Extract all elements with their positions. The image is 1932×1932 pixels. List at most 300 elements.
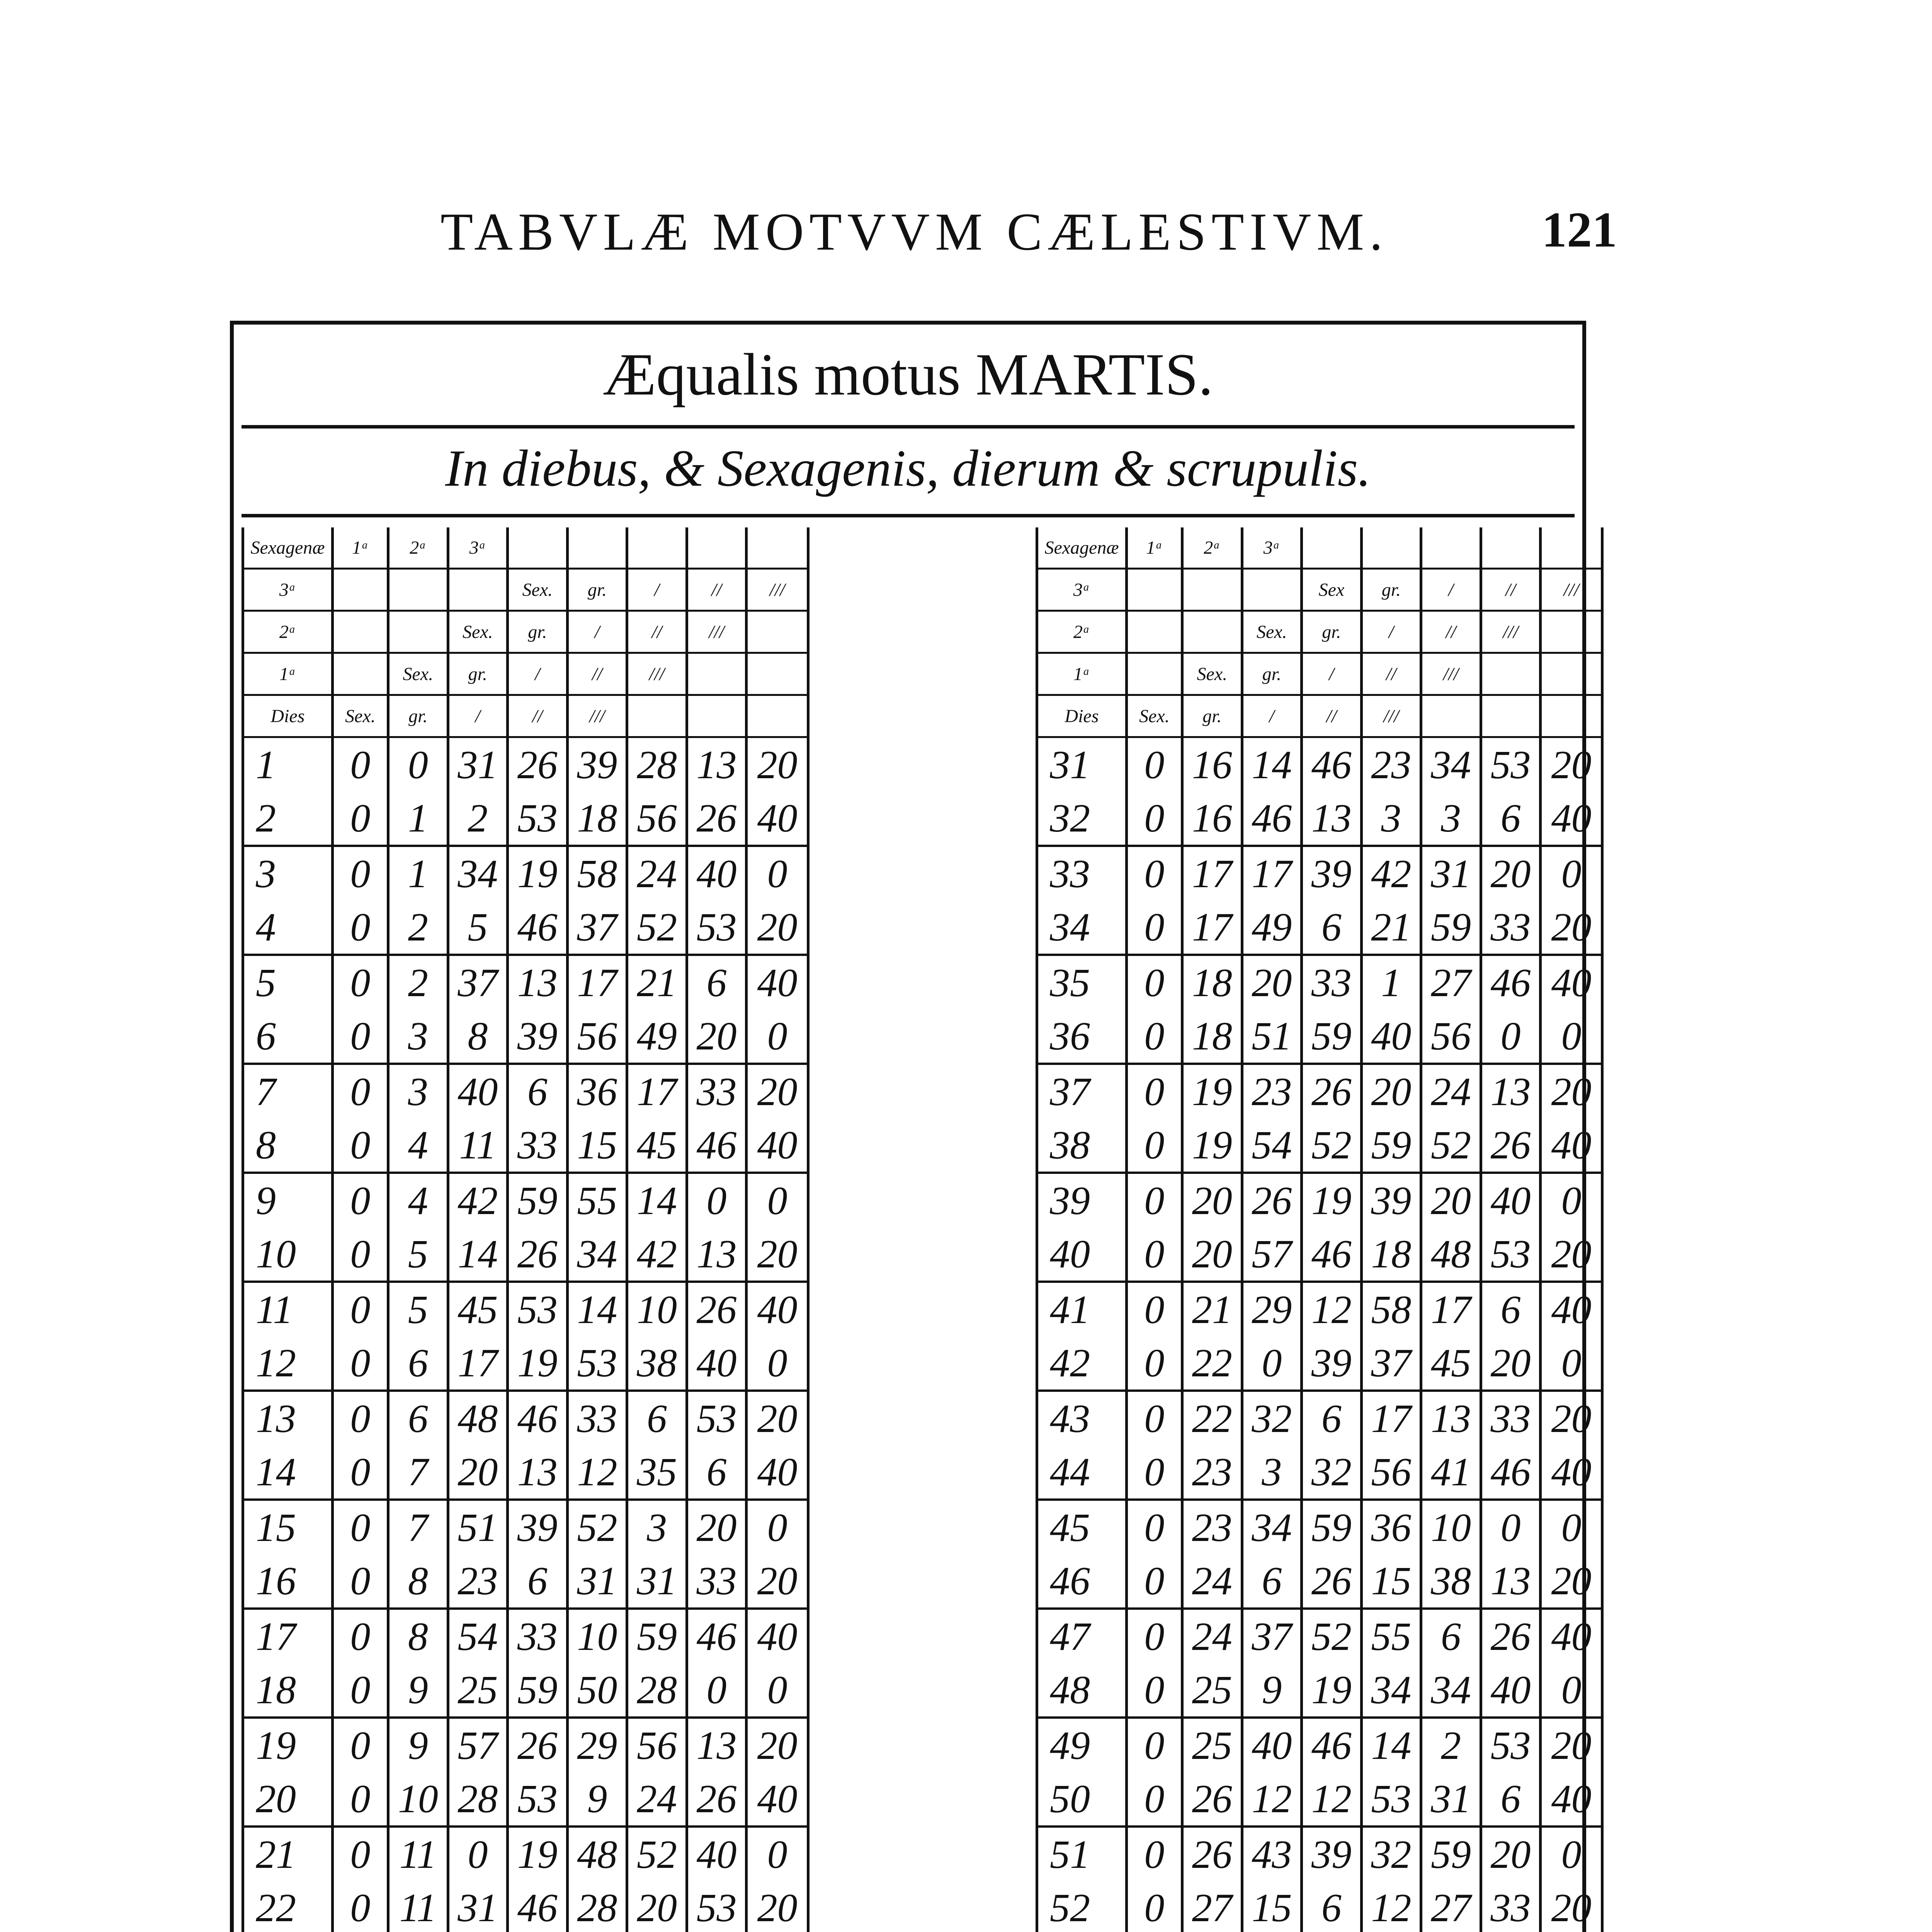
value-cell: 53 (687, 1881, 747, 1932)
value-cell: 40 (1541, 1445, 1602, 1500)
value-cell: 16 (1182, 791, 1242, 846)
value-cell: 33 (1481, 900, 1541, 955)
header-cell: 2ᵃ (388, 527, 448, 569)
header-cell (448, 569, 508, 611)
value-cell: 23 (1182, 1500, 1242, 1554)
value-cell: 46 (508, 1881, 568, 1932)
value-cell: 36 (1361, 1500, 1421, 1554)
value-cell: 53 (1481, 737, 1541, 792)
table-row (1037, 1064, 1602, 1118)
table-row (243, 900, 808, 955)
day-cell: 12 (243, 1336, 333, 1391)
value-cell: 3 (1361, 791, 1421, 846)
header-cell (1481, 653, 1541, 695)
table-frame (230, 321, 1592, 1932)
header-cell (1421, 527, 1481, 569)
table-row (1037, 1009, 1602, 1064)
value-cell: 20 (1361, 1064, 1421, 1118)
header-cell: gr. (508, 611, 568, 653)
header-cell (1541, 611, 1602, 653)
value-cell: 3 (388, 1064, 448, 1118)
value-cell: 33 (1302, 955, 1362, 1009)
value-cell: 19 (508, 1336, 568, 1391)
value-cell: 7 (388, 1500, 448, 1554)
header-cell: /// (1361, 695, 1421, 737)
right-grid (1036, 527, 1604, 1932)
value-cell: 55 (1361, 1609, 1421, 1663)
value-cell: 27 (1421, 1881, 1481, 1932)
value-cell: 20 (1421, 1173, 1481, 1227)
header-cell: 2ᵃ (1037, 611, 1127, 653)
header-cell: Sex. (1182, 653, 1242, 695)
header-cell: // (508, 695, 568, 737)
value-cell: 37 (448, 955, 508, 1009)
value-cell: 52 (627, 1827, 687, 1881)
table-row (243, 1772, 808, 1827)
table-row (243, 846, 808, 900)
value-cell: 59 (1421, 1827, 1481, 1881)
value-cell: 46 (1302, 1718, 1362, 1772)
header-cell: /// (1421, 653, 1481, 695)
value-cell: 0 (1126, 1500, 1182, 1554)
value-cell: 0 (747, 846, 808, 900)
value-cell: 0 (332, 1554, 388, 1609)
value-cell: 13 (687, 737, 747, 792)
header-row (1037, 569, 1602, 611)
header-cell (1541, 653, 1602, 695)
header-cell: Sexagenæ (1037, 527, 1127, 569)
header-cell (508, 527, 568, 569)
value-cell: 58 (1361, 1282, 1421, 1336)
value-cell: 17 (567, 955, 627, 1009)
value-cell: 0 (332, 1336, 388, 1391)
day-cell: 39 (1037, 1173, 1127, 1227)
value-cell: 11 (388, 1881, 448, 1932)
value-cell: 0 (1126, 1718, 1182, 1772)
value-cell: 0 (1126, 1881, 1182, 1932)
value-cell: 26 (687, 1282, 747, 1336)
value-cell: 2 (1421, 1718, 1481, 1772)
value-cell: 15 (1361, 1554, 1421, 1609)
value-cell: 3 (1421, 791, 1481, 846)
value-cell: 20 (1481, 846, 1541, 900)
header-cell: Sex. (508, 569, 568, 611)
header-cell (332, 611, 388, 653)
table-row (243, 1500, 808, 1554)
value-cell: 31 (627, 1554, 687, 1609)
value-cell: 40 (1541, 955, 1602, 1009)
header-cell: // (567, 653, 627, 695)
value-cell: 0 (687, 1173, 747, 1227)
day-cell: 50 (1037, 1772, 1127, 1827)
value-cell: 14 (627, 1173, 687, 1227)
table-row (243, 1282, 808, 1336)
value-cell: 56 (627, 1718, 687, 1772)
value-cell: 59 (627, 1609, 687, 1663)
header-cell (1302, 527, 1362, 569)
value-cell: 23 (1182, 1445, 1242, 1500)
value-cell: 0 (332, 737, 388, 792)
value-cell: 5 (388, 1227, 448, 1282)
value-cell: 37 (567, 900, 627, 955)
value-cell: 27 (1182, 1881, 1242, 1932)
value-cell: 8 (388, 1554, 448, 1609)
value-cell: 3 (627, 1500, 687, 1554)
value-cell: 24 (1182, 1554, 1242, 1609)
value-cell: 34 (567, 1227, 627, 1282)
value-cell: 31 (1421, 1772, 1481, 1827)
value-cell: 40 (1541, 1609, 1602, 1663)
value-cell: 20 (1182, 1227, 1242, 1282)
value-cell: 13 (1421, 1391, 1481, 1445)
value-cell: 40 (747, 1772, 808, 1827)
day-cell: 21 (243, 1827, 333, 1881)
value-cell: 46 (1481, 1445, 1541, 1500)
table-row (243, 791, 808, 846)
value-cell: 0 (1126, 1064, 1182, 1118)
value-cell: 20 (687, 1500, 747, 1554)
header-cell: Sex. (448, 611, 508, 653)
page-number: 121 (1542, 202, 1617, 258)
value-cell: 33 (687, 1554, 747, 1609)
header-row (243, 653, 808, 695)
day-cell: 34 (1037, 900, 1127, 955)
day-cell: 5 (243, 955, 333, 1009)
value-cell: 40 (687, 1336, 747, 1391)
value-cell: 20 (747, 1391, 808, 1445)
value-cell: 40 (747, 955, 808, 1009)
value-cell: 39 (1302, 1336, 1362, 1391)
value-cell: 0 (332, 1445, 388, 1500)
value-cell: 33 (1481, 1391, 1541, 1445)
value-cell: 10 (1421, 1500, 1481, 1554)
header-cell: /// (1541, 569, 1602, 611)
header-row (243, 611, 808, 653)
value-cell: 41 (1421, 1445, 1481, 1500)
header-cell: 3ᵃ (448, 527, 508, 569)
table-row (1037, 1118, 1602, 1173)
value-cell: 17 (1361, 1391, 1421, 1445)
value-cell: 0 (1126, 1391, 1182, 1445)
value-cell: 2 (388, 955, 448, 1009)
value-cell: 18 (1361, 1227, 1421, 1282)
table-row (243, 1391, 808, 1445)
header-row (1037, 527, 1602, 569)
value-cell: 11 (388, 1827, 448, 1881)
value-cell: 12 (1302, 1772, 1362, 1827)
value-cell: 0 (1541, 1173, 1602, 1227)
value-cell: 1 (388, 791, 448, 846)
value-cell: 45 (448, 1282, 508, 1336)
table-row (1037, 1554, 1602, 1609)
value-cell: 53 (508, 791, 568, 846)
header-cell (332, 569, 388, 611)
value-cell: 21 (627, 955, 687, 1009)
value-cell: 15 (567, 1118, 627, 1173)
header-cell: 1ᵃ (1037, 653, 1127, 695)
value-cell: 0 (1541, 1336, 1602, 1391)
value-cell: 0 (747, 1663, 808, 1718)
header-cell: /// (1481, 611, 1541, 653)
value-cell: 59 (1361, 1118, 1421, 1173)
value-cell: 17 (627, 1064, 687, 1118)
value-cell: 0 (332, 1118, 388, 1173)
header-row (1037, 695, 1602, 737)
value-cell: 54 (1242, 1118, 1302, 1173)
header-cell: 2ᵃ (1182, 527, 1242, 569)
header-cell: /// (687, 611, 747, 653)
value-cell: 18 (1182, 1009, 1242, 1064)
value-cell: 28 (567, 1881, 627, 1932)
table-row (1037, 1772, 1602, 1827)
value-cell: 40 (1541, 1772, 1602, 1827)
value-cell: 18 (567, 791, 627, 846)
day-cell: 6 (243, 1009, 333, 1064)
value-cell: 28 (627, 737, 687, 792)
header-cell (627, 527, 687, 569)
value-cell: 39 (508, 1500, 568, 1554)
value-cell: 19 (508, 1827, 568, 1881)
value-cell: 20 (1541, 1064, 1602, 1118)
value-cell: 11 (448, 1118, 508, 1173)
header-cell: / (1361, 611, 1421, 653)
header-cell: gr. (1182, 695, 1242, 737)
value-cell: 45 (1421, 1336, 1481, 1391)
table-row (1037, 737, 1602, 792)
header-cell: // (1302, 695, 1362, 737)
header-cell (1361, 527, 1421, 569)
value-cell: 59 (508, 1173, 568, 1227)
value-cell: 40 (1481, 1663, 1541, 1718)
header-cell (747, 695, 808, 737)
value-cell: 7 (388, 1445, 448, 1500)
day-cell: 45 (1037, 1500, 1127, 1554)
value-cell: 53 (1481, 1227, 1541, 1282)
header-cell: 3ᵃ (243, 569, 333, 611)
value-cell: 46 (687, 1609, 747, 1663)
table-row (1037, 1718, 1602, 1772)
value-cell: 40 (747, 791, 808, 846)
value-cell: 2 (388, 900, 448, 955)
header-row (243, 695, 808, 737)
value-cell: 59 (1302, 1009, 1362, 1064)
value-cell: 31 (1421, 846, 1481, 900)
value-cell: 6 (508, 1554, 568, 1609)
value-cell: 0 (1126, 1663, 1182, 1718)
value-cell: 6 (687, 955, 747, 1009)
value-cell: 0 (1126, 1282, 1182, 1336)
value-cell: 23 (1361, 737, 1421, 792)
value-cell: 26 (1182, 1827, 1242, 1881)
value-cell: 0 (332, 1173, 388, 1227)
header-cell: 1ᵃ (1126, 527, 1182, 569)
value-cell: 6 (1421, 1609, 1481, 1663)
value-cell: 17 (1182, 900, 1242, 955)
value-cell: 34 (1242, 1500, 1302, 1554)
day-cell: 22 (243, 1881, 333, 1932)
header-cell (1481, 527, 1541, 569)
value-cell: 46 (1242, 791, 1302, 846)
value-cell: 3 (1242, 1445, 1302, 1500)
table-row (1037, 900, 1602, 955)
value-cell: 0 (1126, 846, 1182, 900)
table-row (1037, 1663, 1602, 1718)
value-cell: 59 (1421, 900, 1481, 955)
header-cell: // (1361, 653, 1421, 695)
value-cell: 52 (627, 900, 687, 955)
value-cell: 34 (448, 846, 508, 900)
table-row (1037, 791, 1602, 846)
header-cell (687, 527, 747, 569)
value-cell: 56 (1361, 1445, 1421, 1500)
header-cell: /// (747, 569, 808, 611)
value-cell: 0 (1126, 1445, 1182, 1500)
value-cell: 39 (508, 1009, 568, 1064)
value-cell: 42 (448, 1173, 508, 1227)
value-cell: 52 (1421, 1118, 1481, 1173)
value-cell: 20 (627, 1881, 687, 1932)
value-cell: 13 (687, 1718, 747, 1772)
day-cell: 31 (1037, 737, 1127, 792)
value-cell: 48 (448, 1391, 508, 1445)
day-cell: 2 (243, 791, 333, 846)
value-cell: 0 (332, 1064, 388, 1118)
day-cell: 42 (1037, 1336, 1127, 1391)
value-cell: 15 (1242, 1881, 1302, 1932)
header-cell (747, 527, 808, 569)
table-row (243, 955, 808, 1009)
value-cell: 54 (448, 1609, 508, 1663)
table-row (1037, 1282, 1602, 1336)
header-cell: // (687, 569, 747, 611)
value-cell: 1 (388, 846, 448, 900)
value-cell: 19 (1302, 1663, 1362, 1718)
header-cell: / (567, 611, 627, 653)
value-cell: 25 (448, 1663, 508, 1718)
header-cell (1126, 569, 1182, 611)
value-cell: 6 (1302, 900, 1362, 955)
value-cell: 53 (1361, 1772, 1421, 1827)
value-cell: 31 (448, 1881, 508, 1932)
value-cell: 40 (747, 1609, 808, 1663)
value-cell: 39 (1361, 1173, 1421, 1227)
header-cell: gr. (448, 653, 508, 695)
value-cell: 20 (747, 1554, 808, 1609)
day-cell: 14 (243, 1445, 333, 1500)
value-cell: 20 (1541, 1881, 1602, 1932)
value-cell: 29 (1242, 1282, 1302, 1336)
value-cell: 13 (1302, 791, 1362, 846)
value-cell: 26 (1481, 1609, 1541, 1663)
value-cell: 40 (1242, 1718, 1302, 1772)
value-cell: 23 (1242, 1064, 1302, 1118)
value-cell: 32 (1302, 1445, 1362, 1500)
value-cell: 33 (508, 1118, 568, 1173)
value-cell: 6 (508, 1064, 568, 1118)
header-cell: gr. (1361, 569, 1421, 611)
header-cell: / (448, 695, 508, 737)
day-cell: 37 (1037, 1064, 1127, 1118)
value-cell: 26 (1242, 1173, 1302, 1227)
value-cell: 33 (567, 1391, 627, 1445)
header-cell (332, 653, 388, 695)
header-cell (1182, 569, 1242, 611)
value-cell: 43 (1242, 1827, 1302, 1881)
value-cell: 46 (508, 1391, 568, 1445)
header-cell: Sex. (388, 653, 448, 695)
value-cell: 0 (332, 1009, 388, 1064)
header-cell (747, 611, 808, 653)
value-cell: 48 (567, 1827, 627, 1881)
day-cell: 44 (1037, 1445, 1127, 1500)
running-head (0, 201, 1932, 267)
value-cell: 26 (508, 737, 568, 792)
value-cell: 19 (1182, 1118, 1242, 1173)
value-cell: 24 (1182, 1609, 1242, 1663)
value-cell: 6 (1481, 1772, 1541, 1827)
header-row (1037, 653, 1602, 695)
table-row (243, 1827, 808, 1881)
value-cell: 49 (1242, 900, 1302, 955)
header-cell (1126, 611, 1182, 653)
value-cell: 19 (508, 846, 568, 900)
value-cell: 0 (332, 1827, 388, 1881)
value-cell: 14 (1361, 1718, 1421, 1772)
value-cell: 34 (1361, 1663, 1421, 1718)
table-row (1037, 1445, 1602, 1500)
value-cell: 40 (1541, 791, 1602, 846)
value-cell: 46 (508, 900, 568, 955)
value-cell: 12 (567, 1445, 627, 1500)
day-cell: 8 (243, 1118, 333, 1173)
day-cell: 9 (243, 1173, 333, 1227)
table-row (1037, 1500, 1602, 1554)
value-cell: 12 (1361, 1881, 1421, 1932)
day-cell: 4 (243, 900, 333, 955)
header-cell (627, 695, 687, 737)
header-cell: gr. (1242, 653, 1302, 695)
value-cell: 13 (508, 1445, 568, 1500)
left-half-table (242, 527, 810, 1932)
day-cell: 40 (1037, 1227, 1127, 1282)
value-cell: 21 (1182, 1282, 1242, 1336)
table-row (1037, 1827, 1602, 1881)
table-title: Æqualis motus MARTIS. (603, 341, 1213, 408)
header-cell: / (508, 653, 568, 695)
value-cell: 46 (1302, 737, 1362, 792)
value-cell: 42 (1361, 846, 1421, 900)
value-cell: 40 (1361, 1009, 1421, 1064)
value-cell: 31 (448, 737, 508, 792)
day-cell: 16 (243, 1554, 333, 1609)
value-cell: 20 (747, 900, 808, 955)
value-cell: 0 (1126, 791, 1182, 846)
value-cell: 0 (1541, 1500, 1602, 1554)
value-cell: 13 (508, 955, 568, 1009)
value-cell: 36 (567, 1064, 627, 1118)
value-cell: 0 (332, 846, 388, 900)
value-cell: 0 (1126, 1827, 1182, 1881)
value-cell: 5 (448, 900, 508, 955)
value-cell: 26 (687, 791, 747, 846)
day-cell: 35 (1037, 955, 1127, 1009)
value-cell: 26 (508, 1718, 568, 1772)
value-cell: 13 (687, 1227, 747, 1282)
header-cell: Sex. (332, 695, 388, 737)
day-cell: 52 (1037, 1881, 1127, 1932)
value-cell: 6 (1302, 1391, 1362, 1445)
table-subtitle: In diebus, & Sexagenis, dierum & scrupulis. (445, 440, 1371, 497)
